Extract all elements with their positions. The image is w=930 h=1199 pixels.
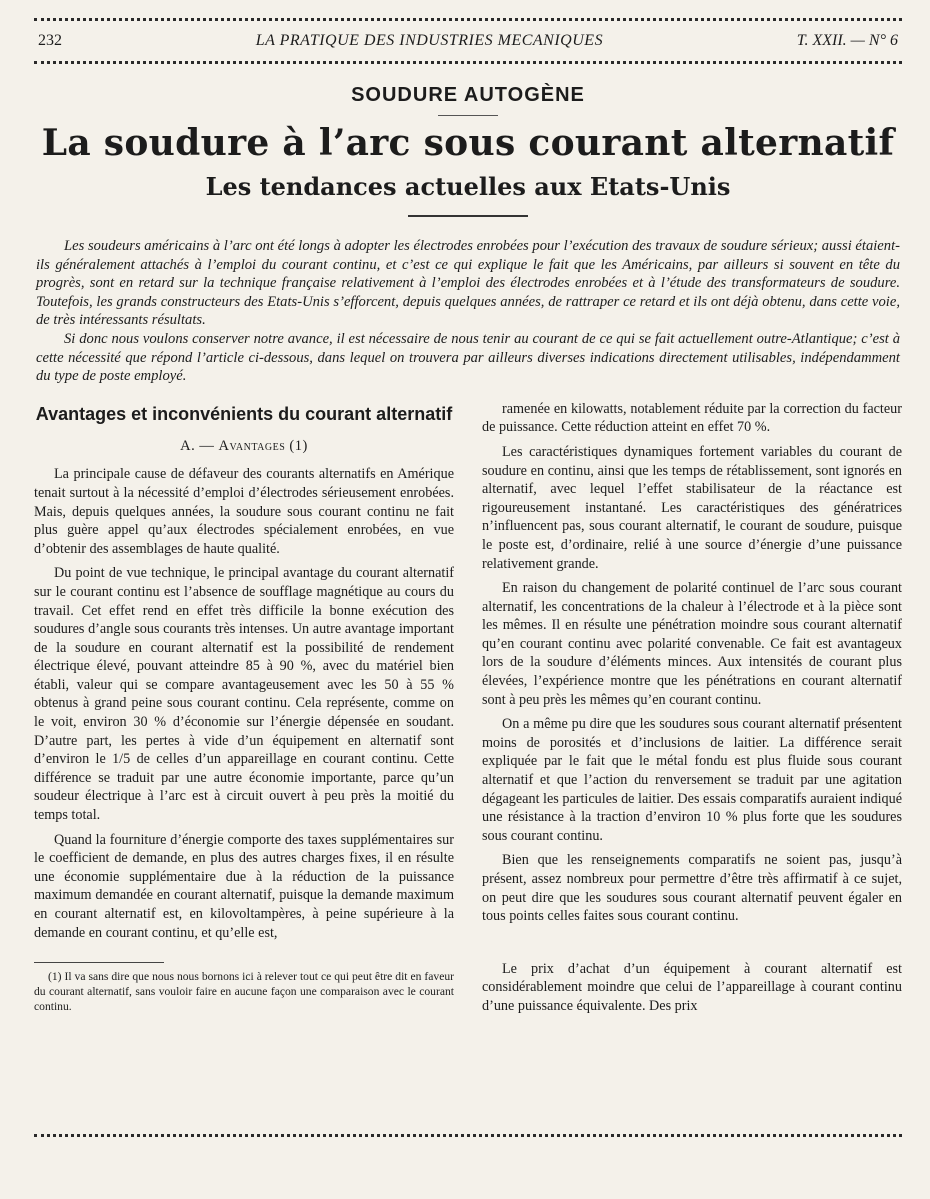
chapeau-paragraph: Les soudeurs américains à l’arc ont été longs à adopter les électrodes enrobées pour l’exécution des travaux de soudure sérieux; aussi étaient-ils généralement attachés à l’emploi du courant continu, et c’est ce qui explique le fait que les Américains, par ailleurs si souvent en tête du progrès, sont en retard sur la technique française relativement à l’emploi des électrodes enrobées et à l’étude des transformateurs de soudure. Toutefois, les grands constructeurs des Etats-Unis s’efforcent, depuis quelques années, de rattraper ce retard et ils ont déjà obtenu, dans cette voie, de très intéressants résultats. — [36, 238, 900, 329]
volume-issue: T. XXII. — N° 6 — [796, 32, 898, 49]
article-title: La soudure à l’arc sous courant alternatif — [41, 122, 895, 164]
article-subtitle: Les tendances actuelles aux Etats-Unis — [205, 172, 731, 201]
article-chapeau — [34, 237, 902, 386]
left-column — [34, 400, 454, 1022]
journal-page — [34, 18, 902, 1178]
kicker-divider — [438, 115, 498, 116]
running-header — [34, 21, 902, 61]
body-columns — [34, 400, 902, 1022]
body-paragraph: ramenée en kilowatts, notablement réduite par la correction du facteur de puissance. Cette réduction atteint en effet 70 %. — [482, 400, 902, 436]
body-paragraph: Quand la fourniture d’énergie comporte des taxes supplémentaires sur le coefficient de demande, en plus des autres charges fixes, il en résulte une économie supplémentaire due à la réduction de la puissance maximum demandée en courant alternatif, puisque la demande maximum en courant alternatif est, en kilovoltampères, à peine supérieure à la demande en courant continu, et qu’elle est, — [34, 831, 454, 941]
body-paragraph: En raison du changement de polarité continuel de l’arc sous courant alternatif, les concentrations de la chaleur à l’électrode et à la pièce sont les mêmes. Il en résulte une pénétration moindre sous courant alternatif qu’en courant continu avec polarité convenable. Ce fait est avantageux lors de la soudure d’éléments minces. Aux intensités de courant plus élevées, l’expérience montre que les pénétrations en courant alternatif sont à peu près les mêmes qu’en courant continu. — [482, 580, 902, 708]
header-dotted-rule — [34, 61, 902, 64]
body-paragraph: Les caractéristiques dynamiques fortement variables du courant de soudure en continu, ainsi que les temps de rétablissement, sont ignorés en alternatif, avec lequel l’effet stabilisateur de la réactance est rigoureusement instantané. Les caractéristiques des génératrices n’influencent pas, sous courant alternatif, le courant de soudure, puisque le poste est, d’ordinaire, relié à une source d’énergie d’une puissance relativement grande. — [482, 443, 902, 572]
footnote: (1) Il va sans dire que nous nous bornons ici à relever tout ce qui peut être dit en faveur du courant alternatif, sans vouloir faire en aucune façon une comparaison avec le courant continu. — [34, 970, 454, 1014]
body-paragraph: On a même pu dire que les soudures sous courant alternatif présentent moins de porosités et d’inclusions de laitier. La différence serait expliquée par le fait que le métal fondu est plus fluide sous courant alternatif et que l’action du renversement se traduit par une agitation dégageant les particules de laitier. Des essais comparatifs auraient indiqué une résistance à la traction d’environ 10 % plus forte que les soudures sous courant continu. — [482, 716, 902, 844]
body-paragraph: La principale cause de défaveur des courants alternatifs en Amérique tenait surtout à la nécessité d’emploi d’électrodes sérieusement enrobées. Mais, depuis quelques années, la soudure sous courant continu ne fait plus guère appel qu’aux électrodes spécialement enrobées, en vue d’obtenir des assemblages de haute qualité. — [34, 466, 454, 557]
subsection-heading — [34, 437, 454, 456]
body-paragraph: Le prix d’achat d’un équipement à courant alternatif est considérablement moindre que celui de l’appareillage à courant continu d’une puissance équivalente. Des prix — [482, 960, 902, 1014]
bottom-dotted-rule — [34, 1134, 902, 1137]
subsection-note-ref: (1) — [289, 437, 308, 454]
right-column — [482, 400, 902, 1022]
subtitle-divider — [408, 215, 528, 217]
body-paragraph: Du point de vue technique, le principal avantage du courant alternatif sur le courant continu est l’absence de soufflage magnétique au cours du travail. Cet effet rend en effet très difficile la bonne exécution des soudures d’angle sous courants très intenses. Un autre avantage important de la soudure en courant alternatif est la possibilité de rendement électrique élevé, pouvant atteindre 85 à 90 %, avec du matériel bien établi, valeur qui se compare avantageusement avec les 50 à 55 % obtenus à grand peine sous courant continu. Cela représente, comme on le voit, environ 30 % d’économie sur l’énergie dépensée en soudant. D’autre part, les pertes à vide d’un équipement en alternatif sont d’environ le 1/5 de celles d’un appareillage en courant continu. Cette différence se traduit par une autre économie importante, parce qu’un soudeur électrique à l’arc est à circuit ouvert à peu près la moitié du temps total. — [34, 565, 454, 824]
footnote-divider — [34, 962, 164, 963]
subsection-prefix: A. — — [180, 437, 215, 454]
body-paragraph: Bien que les renseignements comparatifs ne soient pas, jusqu’à présent, assez nombreux pour permettre d’être très affirmatif à ce sujet, on peut dire que les soudures sous courant alternatif peuvent égaler en tous points celles faites sous courant continu. — [482, 852, 902, 925]
subsection-name: Avantages — [218, 437, 286, 454]
chapeau-paragraph: Si donc nous voulons conserver notre avance, il est nécessaire de nous tenir au courant de ce qui se fait actuellement outre-Atlantique; c’est à cette nécessité que répond l’article ci-dessous, dans lequel on trouvera par ailleurs diverses indications directement utilisables, indépendamment du type de poste employé. — [36, 330, 900, 385]
column-gap — [482, 932, 902, 960]
section-heading: Avantages et inconvénients du courant alternatif — [35, 403, 453, 424]
page-number: 232 — [38, 32, 62, 49]
journal-title: LA PRATIQUE DES INDUSTRIES MECANIQUES — [255, 32, 604, 49]
section-kicker: SOUDURE AUTOGÈNE — [351, 84, 585, 106]
